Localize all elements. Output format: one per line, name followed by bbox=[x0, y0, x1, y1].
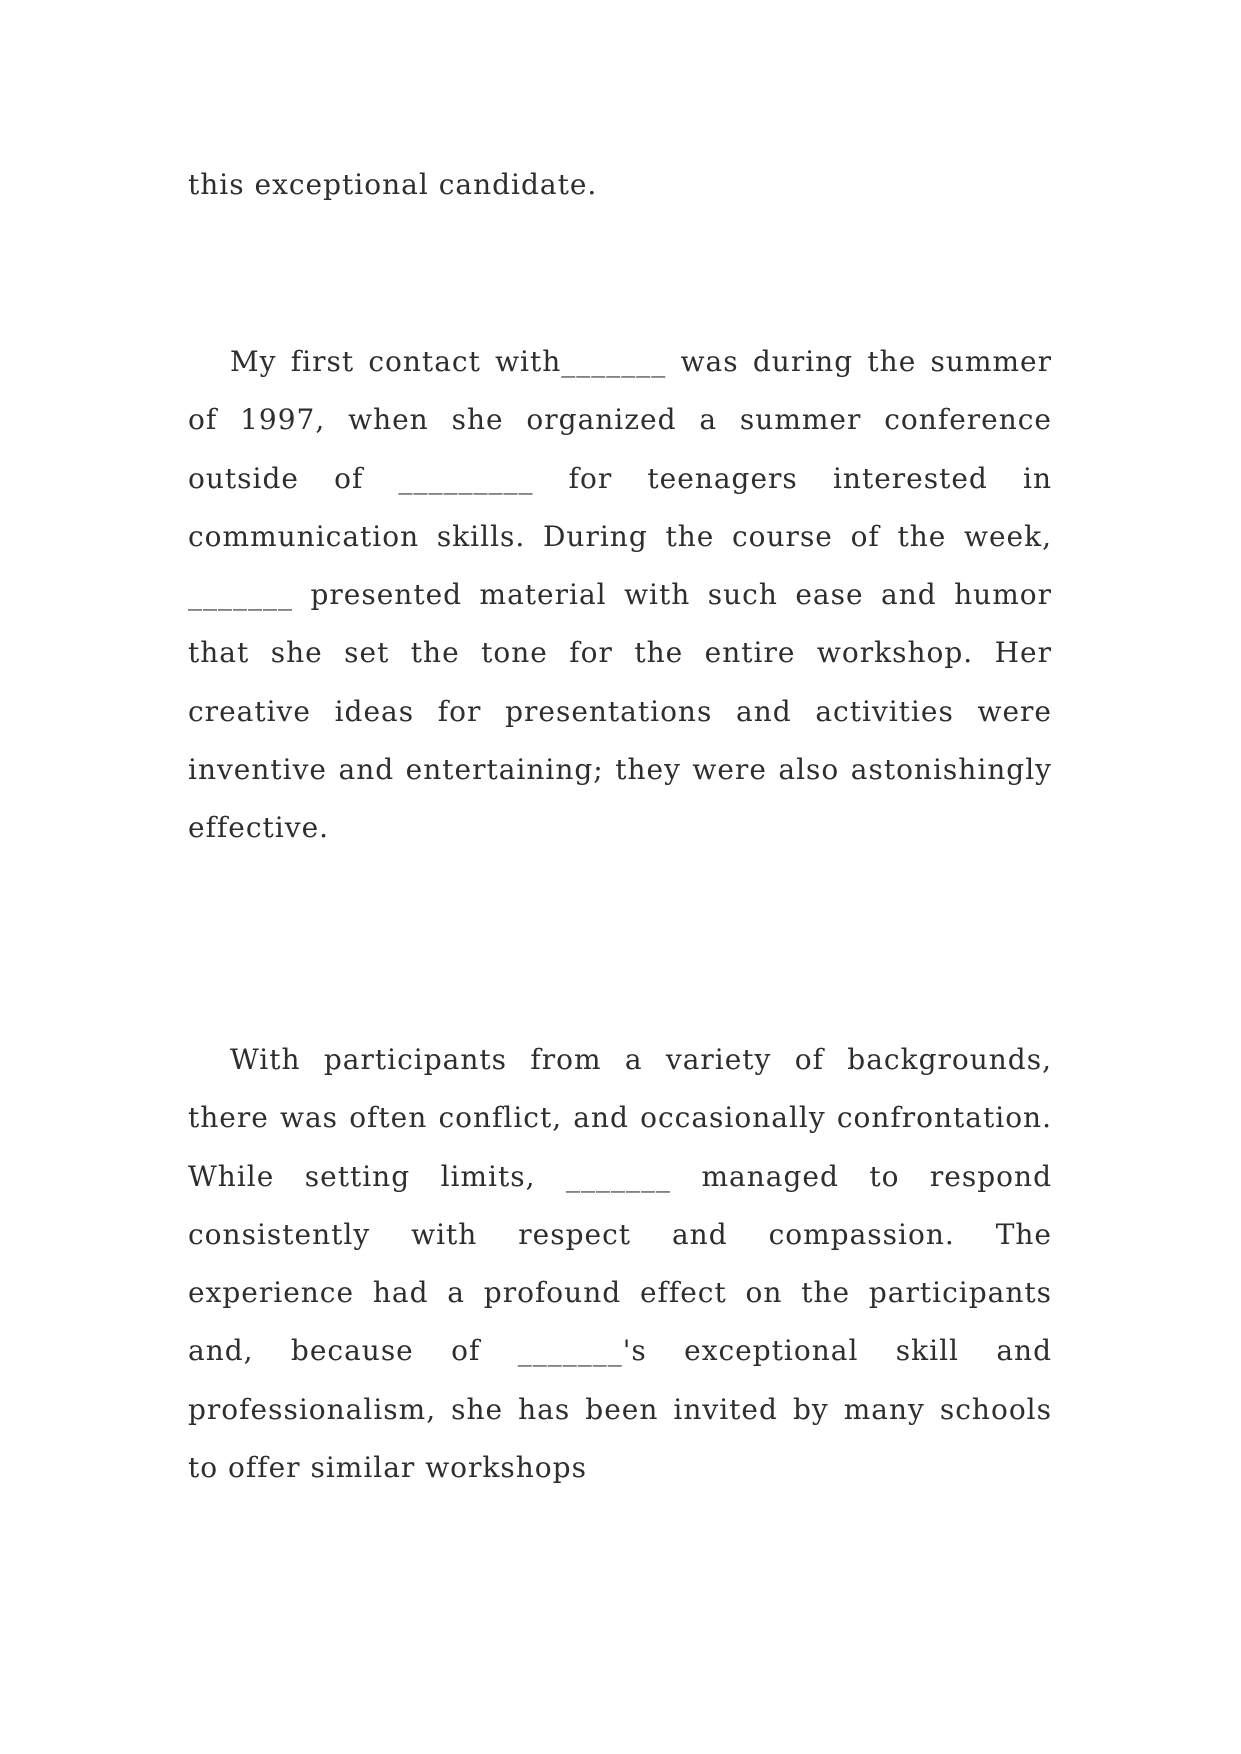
paragraph-participants: With participants from a variety of backgrounds, there was often conflict, and occasionally confrontation. While setting limits, _______ managed to respond consistently with respect and compassion. The experience had a profound effect on the participants and, because of _______'s exceptional skill and professionalism, she has been invited by many schools to offer similar workshops bbox=[188, 1043, 1052, 1485]
continuation-text: this exceptional candidate. bbox=[188, 168, 598, 201]
paragraph-first-contact: My first contact with_______ was during the summer of 1997, when she organized a summer conference outside of _________ for teenagers interested in communication skills. During the course of the week, _______ presented material with such ease and humor that she set the tone for the entire workshop. Her creative ideas for presentations and activities were inventive and entertaining; they were also astonishingly effective. bbox=[188, 345, 1052, 845]
